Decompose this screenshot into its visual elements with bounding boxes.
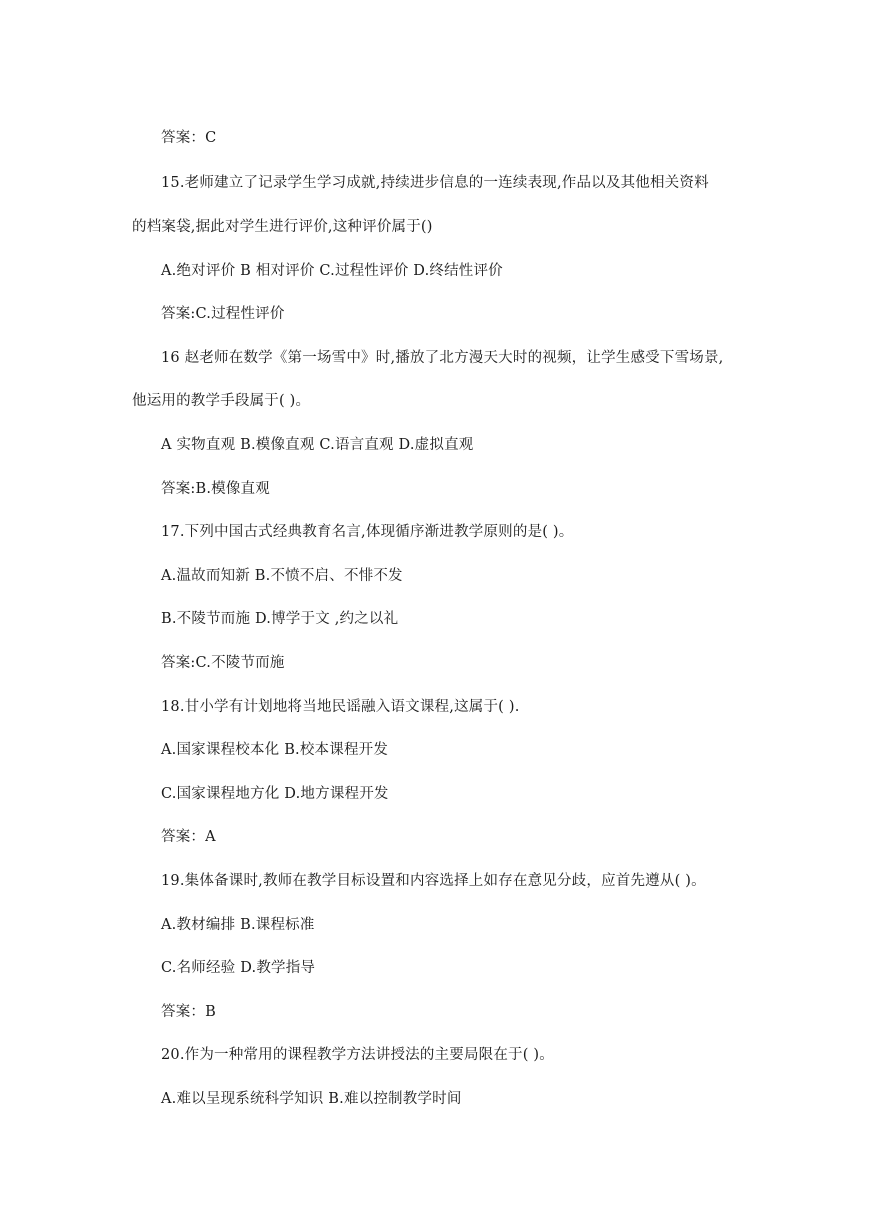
question-15-line-2: 的档案袋,据此对学生进行评价,这种评价属于(): [132, 219, 433, 235]
question-19-options-1: A.教材编排 B.课程标准: [161, 917, 315, 933]
question-18: 18.甘小学有计划地将当地民谣融入语文课程,这属于( ).: [161, 699, 520, 715]
question-18-options-1: A.国家课程校本化 B.校本课程开发: [161, 742, 389, 758]
answer-16: 答案:B.模像直观: [161, 481, 270, 497]
question-17-options-1: A.温故而知新 B.不愤不启、不悱不发: [161, 568, 403, 584]
question-15-line-1: 15.老师建立了记录学生学习成就,持续进步信息的一连续表现,作品以及其他相关资料: [161, 175, 709, 191]
question-19-options-2: C.名师经验 D.教学指导: [161, 960, 316, 976]
question-15-options: A.绝对评价 B 相对评价 C.过程性评价 D.终结性评价: [161, 263, 503, 279]
question-18-options-2: C.国家课程地方化 D.地方课程开发: [161, 786, 389, 802]
question-16-line-2: 他运用的教学手段属于( )。: [132, 393, 311, 409]
answer-14: 答案：C: [161, 130, 217, 146]
question-17: 17.下列中国古式经典教育名言,体现循序渐进教学原则的是( )。: [161, 524, 574, 540]
question-20-options-1: A.难以呈现系统科学知识 B.难以控制教学时间: [161, 1091, 462, 1107]
answer-19: 答案：B: [161, 1004, 216, 1020]
answer-17: 答案:C.不陵节而施: [161, 655, 285, 671]
question-19: 19.集体备课时,教师在教学目标设置和内容选择上如存在意见分歧，应首先遵从( )。: [161, 873, 706, 889]
question-17-options-2: B.不陵节而施 D.博学于文 ,约之以礼: [161, 611, 399, 627]
answer-15: 答案:C.过程性评价: [161, 306, 285, 322]
question-16-options: A 实物直观 B.模像直观 C.语言直观 D.虚拟直观: [161, 437, 474, 453]
answer-18: 答案：A: [161, 829, 216, 845]
question-16-line-1: 16 赵老师在数学《第一场雪中》时,播放了北方漫天大时的视频，让学生感受下雪场景,: [161, 350, 724, 366]
question-20: 20.作为一种常用的课程教学方法讲授法的主要局限在于( )。: [161, 1047, 554, 1063]
